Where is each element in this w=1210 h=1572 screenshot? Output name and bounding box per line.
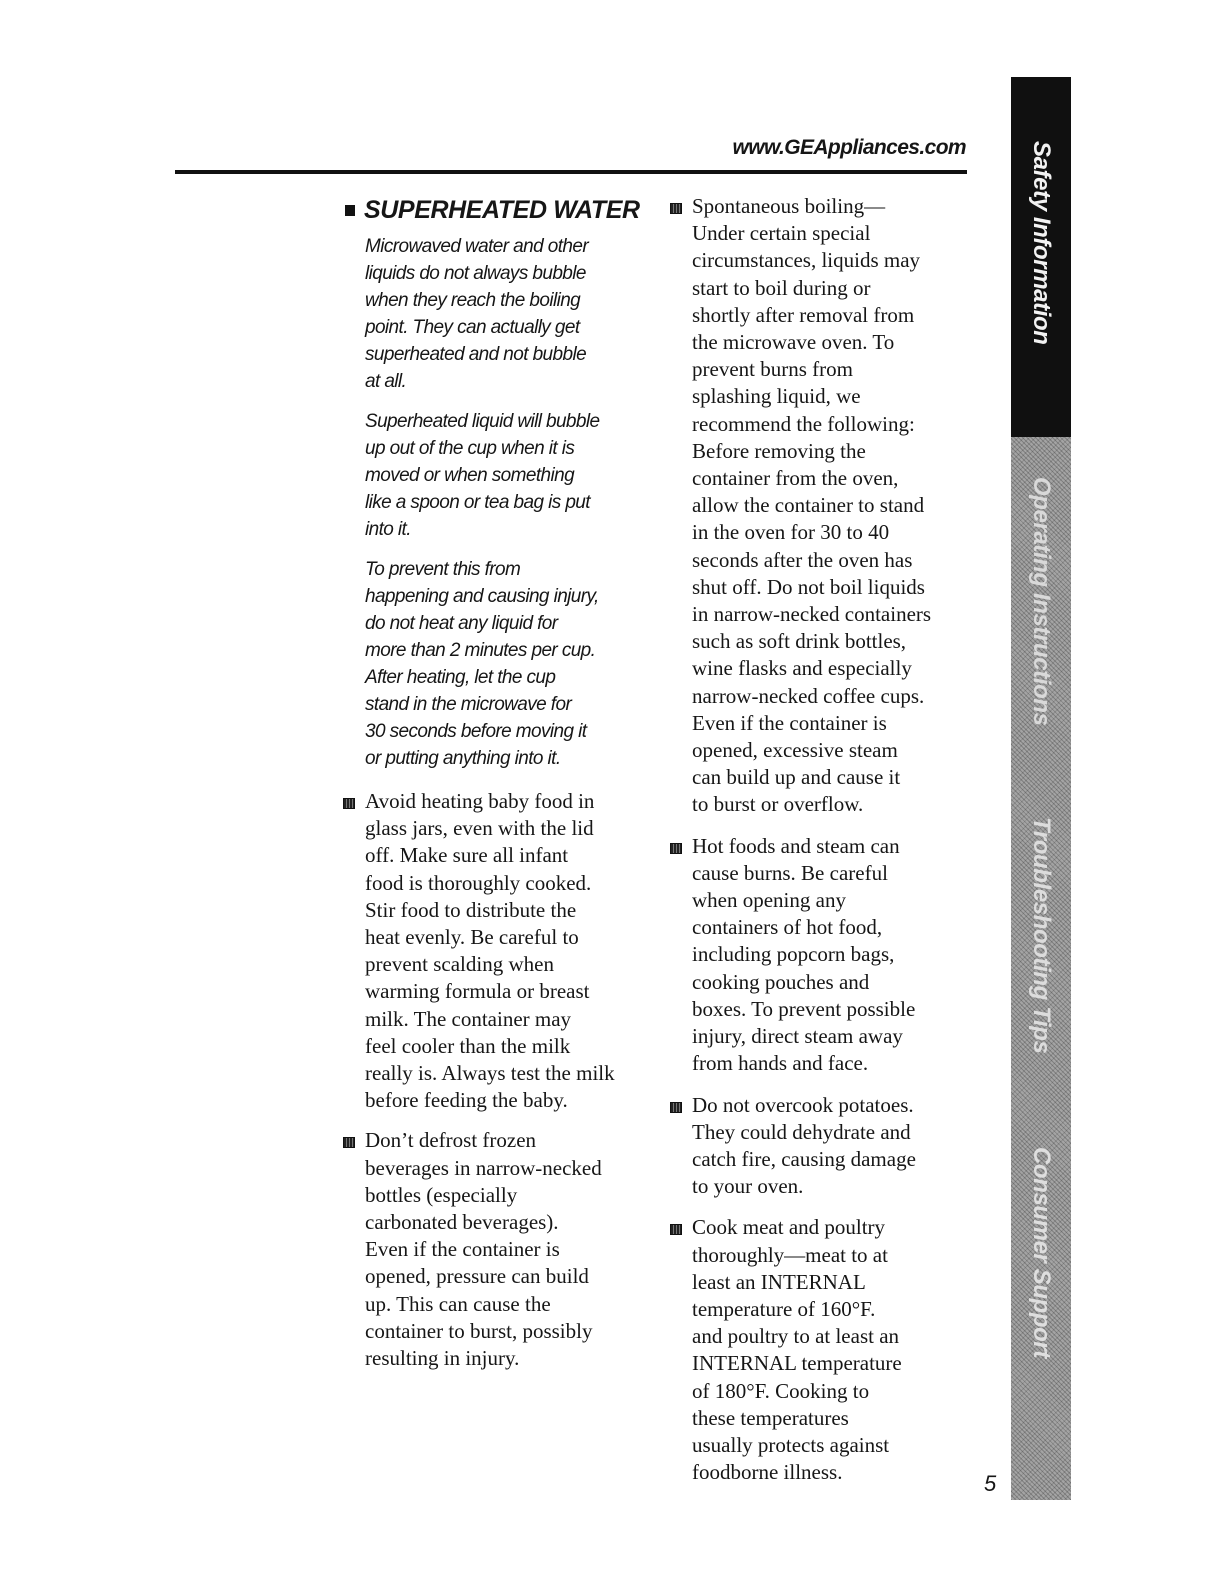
bullet-text: Do not overcook potatoes. They could dehydrate and catch fire, causing damage to your oven. (692, 1092, 916, 1199)
bullet-text: Avoid heating baby food in glass jars, even with the lid off. Make sure all infant food is thoroughly cooked. Stir food to distribute the heat evenly. Be careful to prevent scalding when warming formula or breast milk. The container may feel cooler than the milk really is. Always test the milk before feeding the baby. (365, 789, 615, 1113)
bullet-square-icon (670, 203, 682, 214)
bullet-text: Hot foods and steam can cause burns. Be careful when opening any containers of hot food, including popcorn bags, cooking pouches and boxes. To prevent possible injury, direct steam away from hands and face. (692, 833, 916, 1076)
bullet-square-icon (670, 1224, 682, 1235)
bullet-text: Cook meat and poultry thoroughly—meat to at least an INTERNAL temperature of 160°F. and poultry to at least an INTERNAL temperature of 180°F. Cooking to these temperatures usually protects against foodborne illness. (692, 1215, 902, 1485)
tab-operating-instructions: Operating Instructions (1028, 477, 1055, 726)
website-url: www.GEAppliances.com (732, 136, 966, 159)
bullet-square-icon (670, 1102, 682, 1113)
page-number: 5 (984, 1471, 997, 1496)
italic-paragraph: To prevent this from happening and causing injury, do not heat any liquid for more than 2 minutes per cup. After heating, let the cup stand in the microwave for 30 seconds before moving it or putting anything into it. (365, 559, 599, 769)
side-tab-bar (1011, 77, 1071, 1500)
italic-paragraph: Microwaved water and other liquids do not always bubble when they reach the boiling point. They can actually get superheated and not bubble at all. (365, 236, 589, 392)
tab-troubleshooting-tips: Troubleshooting Tips (1028, 817, 1055, 1054)
bullet-item (668, 1214, 980, 1486)
section-heading (341, 193, 653, 227)
left-column (341, 193, 653, 1372)
bullet-text: Don’t defrost frozen beverages in narrow-necked bottles (especially carbonated beverages). Even if the container is opened, pressure can build up. This can cause the container to burst, possibly resulting in injury. (365, 1128, 602, 1371)
bullet-item (668, 1092, 980, 1201)
header-rule (175, 170, 967, 174)
italic-paragraph: Superheated liquid will bubble up out of the cup when it is moved or when something like a spoon or tea bag is put into it. (365, 411, 600, 540)
bullet-item (341, 788, 653, 1114)
tab-safety-information: Safety Information (1028, 141, 1055, 345)
bullet-text: Spontaneous boiling— Under certain special circumstances, liquids may start to boil during or shortly after removal from the microwave oven. To prevent burns from splashing liquid, we recommend the following: Before removing the container from the oven, allow the container to stand in the oven for 30 to 40 seconds after the oven has shut off. Do not boil liquids in narrow-necked containers such as soft drink bottles, wine flasks and especially narrow-necked coffee cups. Even if the container is opened, excessive steam can build up and cause it to burst or overflow. (692, 194, 932, 817)
section-title: SUPERHEATED WATER (364, 196, 640, 224)
right-column (668, 193, 980, 1486)
bullet-item (668, 193, 980, 819)
bullet-square-icon (343, 798, 355, 809)
bullet-square-icon (343, 1137, 355, 1148)
heading-bullet-icon (345, 205, 355, 216)
bullet-item (668, 833, 980, 1078)
tab-consumer-support: Consumer Support (1028, 1147, 1055, 1358)
bullet-item (341, 1127, 653, 1372)
bullet-square-icon (670, 843, 682, 854)
